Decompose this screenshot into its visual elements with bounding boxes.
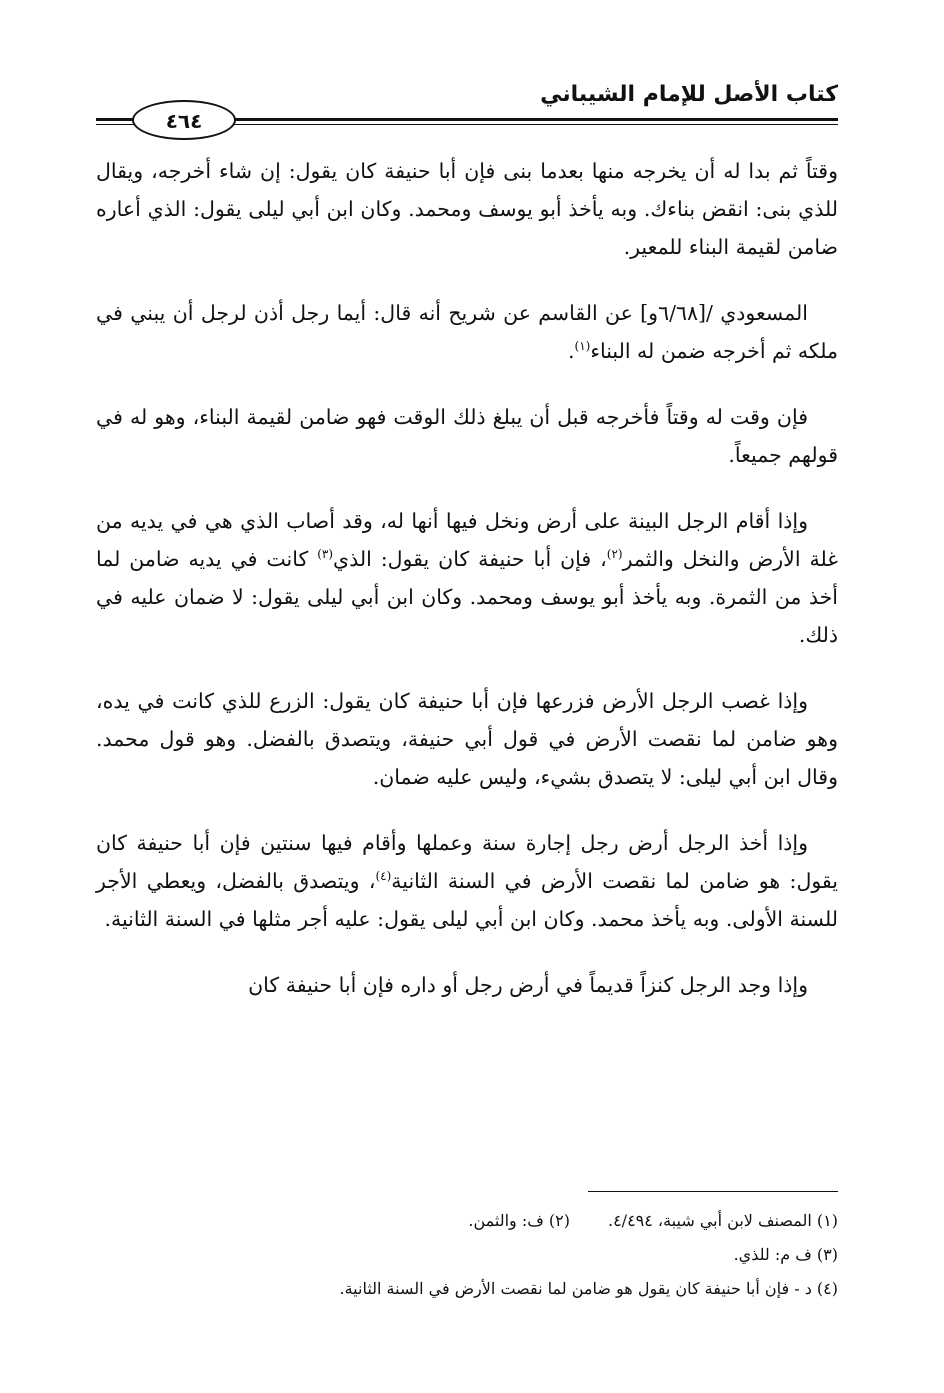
footnote-ref-4: (٤): [375, 869, 392, 884]
page-number-badge: ٤٦٤: [132, 100, 236, 140]
footnote-1: (١) المصنف لابن أبي شيبة، ٤/٤٩٤.: [607, 1211, 838, 1230]
page-header: [96, 72, 838, 132]
footnote-ref-1: (١): [574, 339, 591, 354]
footnote-separator: [588, 1191, 838, 1192]
paragraph-1: وقتاً ثم بدا له أن يخرجه منها بعدما بنى فإن أبا حنيفة كان يقول: إن شاء أخرجه، ويقال للذي بنى: انقض بناءك. وبه يأخذ أبو يوسف ومحمد. وكان ابن أبي ليلى يقول: الذي أعاره ضامن لقيمة البناء للمعير.: [96, 159, 838, 259]
main-text: [96, 152, 838, 1032]
footnote-3: (٣) ف م: للذي.: [733, 1245, 838, 1264]
footnote-line-1: [96, 1204, 838, 1238]
paragraph-6: [96, 824, 838, 938]
footnotes: [96, 1204, 838, 1306]
paragraph-6-text-a: وإذا أخذ الرجل أرض رجل إجارة سنة وعملها وأقام فيها سنتين فإن أبا حنيفة كان يقول: هو ضامن لما نقصت الأرض في السنة الثانية: [96, 831, 839, 893]
running-title: كتاب الأصل للإمام الشيباني: [540, 82, 838, 107]
paragraph-4-text-b: ، فإن أبا حنيفة كان يقول: الذي: [333, 547, 607, 571]
paragraph-7: وإذا وجد الرجل كنزاً قديماً في أرض رجل أو داره فإن أبا حنيفة كان: [248, 973, 808, 997]
footnote-ref-3: (٣): [317, 547, 334, 562]
footnote-2: (٢) ف: والثمن.: [468, 1211, 570, 1230]
paragraph-6-text-b: ، ويتصدق بالفضل، ويعطي الأجر للسنة الأولى. وبه يأخذ محمد. وكان ابن أبي ليلى يقول: عليه أجر مثلها في السنة الثانية.: [96, 869, 838, 931]
paragraph-5: وإذا غصب الرجل الأرض فزرعها فإن أبا حنيفة كان يقول: الزرع للذي كانت في يده، وهو ضامن لما نقصت الأرض في قول أبي حنيفة، ويتصدق بالفضل. وهو قول محمد. وقال ابن أبي ليلى: لا يتصدق بشيء، وليس عليه ضمان.: [96, 689, 838, 789]
footnote-ref-2: (٢): [606, 547, 623, 562]
paragraph-4-text-a: وإذا أقام الرجل البينة على أرض ونخل فيها أنها له، وقد أصاب الذي هي في يديه من غلة الأرض والنخل والثمر: [96, 509, 838, 571]
paragraph-2-text: المسعودي /[٦/٦٨و] عن القاسم عن شريح أنه قال: أيما رجل أذن لرجل أن يبني في ملكه ثم أخرجه ضمن له البناء: [96, 301, 838, 363]
paragraph-2: [96, 294, 838, 370]
footnote-4: (٤) د - فإن أبا حنيفة كان يقول هو ضامن لما نقصت الأرض في السنة الثانية.: [339, 1279, 838, 1298]
paragraph-2-end: .: [567, 339, 575, 363]
paragraph-4-text-c: كانت في يديه ضامن لما أخذ من الثمرة. وبه يأخذ أبو يوسف ومحمد. وكان ابن أبي ليلى يقول: لا ضمان عليه في ذلك.: [96, 547, 838, 647]
paragraph-4: [96, 502, 838, 654]
paragraph-3: فإن وقت له وقتاً فأخرجه قبل أن يبلغ ذلك الوقت فهو ضامن لقيمة البناء، وهو له في قولهم جميعاً.: [96, 405, 838, 467]
